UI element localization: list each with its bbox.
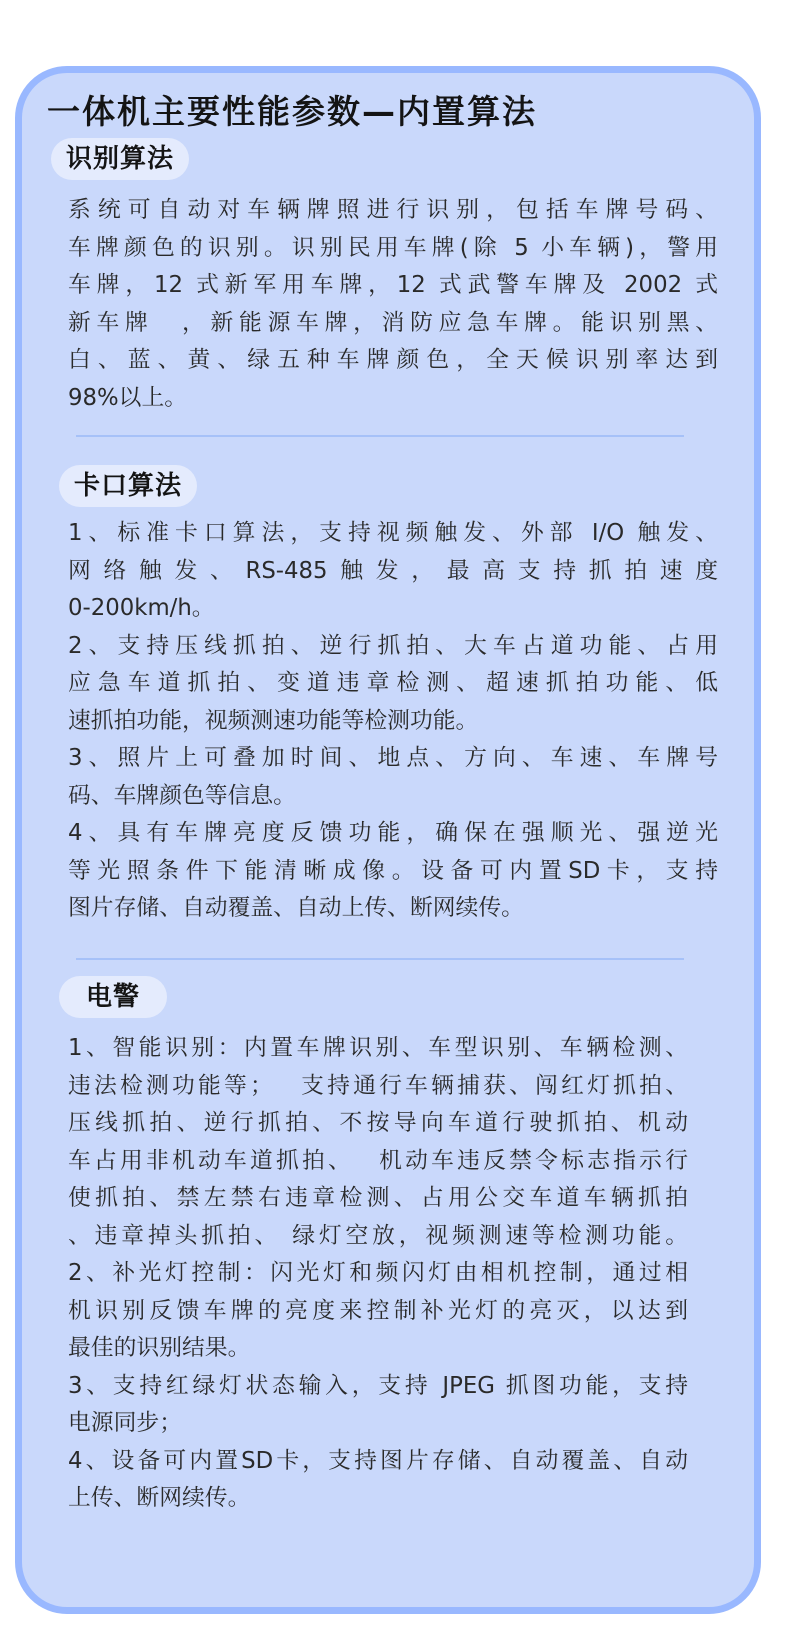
- section-heading-recognition: 识别算法: [51, 138, 189, 180]
- text-line: 白、蓝、黄、绿五种车牌颜色，全天候识别率达到: [68, 347, 718, 373]
- text-line: 4、设备可内置SD卡，支持图片存储、自动覆盖、自动: [68, 1447, 688, 1474]
- section-heading-checkpoint: 卡口算法: [59, 465, 197, 507]
- text-line: 速抓拍功能，视频测速功能等检测功能。: [68, 707, 479, 734]
- text-line: 4、具有车牌亮度反馈功能，确保在强顺光、强逆光: [68, 820, 718, 846]
- text-line: 应急车道抓拍、变道违章检测、超速抓拍功能、低: [68, 670, 718, 696]
- text-line: 压线抓拍、逆行抓拍、不按导向车道行驶抓拍、机动: [68, 1110, 688, 1136]
- section-heading-electronic-police: 电警: [59, 976, 167, 1018]
- page-title: 一体机主要性能参数—内置算法: [47, 92, 537, 131]
- text-line: 车牌，12 式新军用车牌，12 式武警车牌及 2002 式: [68, 272, 718, 298]
- section-divider: [76, 958, 684, 960]
- text-line: 违法检测功能等； 支持通行车辆捕获、闯红灯抓拍、: [68, 1072, 688, 1099]
- text-line: 98%以上。: [68, 384, 188, 411]
- text-line: 2、补光灯控制：闪光灯和频闪灯由相机控制，通过相: [68, 1260, 688, 1286]
- text-line: 3、支持红绿灯状态输入，支持 JPEG 抓图功能，支持: [68, 1372, 688, 1399]
- text-line: 电源同步；: [68, 1410, 182, 1436]
- text-line: 使抓拍、禁左禁右违章检测、占用公交车道车辆抓拍: [68, 1185, 688, 1211]
- electronic-police-text: [68, 1030, 688, 1518]
- text-line: 3、照片上可叠加时间、地点、方向、车速、车牌号: [68, 745, 718, 771]
- text-line: 新车牌 ，新能源车牌，消防应急车牌。能识别黑、: [68, 309, 718, 336]
- text-line: 上传、断网续传。: [68, 1485, 251, 1511]
- text-line: 、违章掉头抓拍、 绿灯空放，视频测速等检测功能。: [68, 1222, 688, 1249]
- text-line: 机识别反馈车牌的亮度来控制补光灯的亮灭，以达到: [68, 1297, 688, 1324]
- text-line: 车牌颜色的识别。识别民用车牌(除 5 小车辆)，警用: [68, 234, 718, 261]
- text-line: 最佳的识别结果。: [68, 1335, 251, 1361]
- text-line: 码、车牌颜色等信息。: [68, 782, 296, 809]
- checkpoint-text: [68, 515, 718, 928]
- text-line: 网络触发、RS-485触发，最高支持抓拍速度: [68, 557, 718, 584]
- text-line: 车占用非机动车道抓拍、 机动车违反禁令标志指示行: [68, 1147, 688, 1174]
- text-line: 图片存储、自动覆盖、自动上传、断网续传。: [68, 895, 524, 921]
- recognition-text: [68, 192, 718, 417]
- text-line: 1、标准卡口算法，支持视频触发、外部 I/O 触发、: [68, 520, 718, 546]
- text-line: 系统可自动对车辆牌照进行识别，包括车牌号码、: [68, 197, 718, 223]
- text-line: 2、支持压线抓拍、逆行抓拍、大车占道功能、占用: [68, 632, 718, 659]
- text-line: 1、智能识别：内置车牌识别、车型识别、车辆检测、: [68, 1035, 688, 1061]
- text-line: 0-200km/h。: [68, 595, 215, 621]
- section-divider: [76, 435, 684, 437]
- text-line: 等光照条件下能清晰成像。设备可内置SD卡，支持: [68, 857, 718, 884]
